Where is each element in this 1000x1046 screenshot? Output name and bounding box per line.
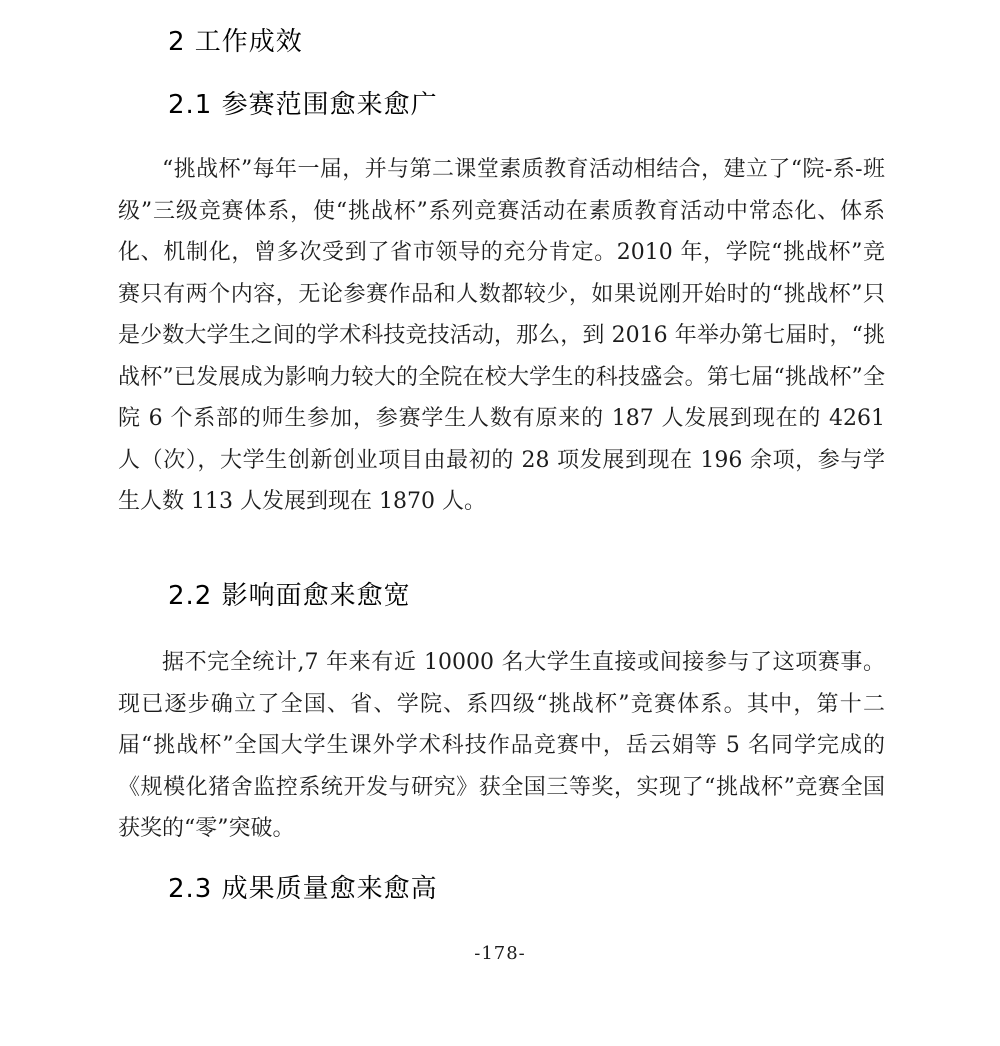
chapter-heading: 2 工作成效	[168, 27, 303, 57]
page-footer	[0, 943, 1000, 964]
section-heading-2-2: 2.2 影响面愈来愈宽	[168, 581, 411, 611]
section-heading-2-3: 2.3 成果质量愈来愈高	[168, 874, 438, 904]
page-number: -178-	[474, 943, 526, 964]
section-2-1-paragraph: “挑战杯”每年一届，并与第二课堂素质教育活动相结合，建立了“院-系-班级”三级竞赛体系，使“挑战杯”系列竞赛活动在素质教育活动中常态化、体系化、机制化，曾多次受到了省市领导的充分肯定。2010 年，学院“挑战杯”竞赛只有两个内容，无论参赛作品和人数都较少，如果说刚开始时的“挑战杯”只是少数大学生之间的学术科技竞技活动，那么，到 2016 年举办第七届时，“挑战杯”已发展成为影响力较大的全院在校大学生的科技盛会。第七届“挑战杯”全院 6 个系部的师生参加，参赛学生人数有原来的 187 人发展到现在的 4261 人（次），大学生创新创业项目由最初的 28 项发展到现在 196 余项，参与学生人数 113 人发展到现在 1870 人。	[118, 157, 885, 514]
section-heading-2-1: 2.1 参赛范围愈来愈广	[168, 90, 438, 120]
section-2-2-paragraph: 据不完全统计,7 年来有近 10000 名大学生直接或间接参与了这项赛事。现已逐步确立了全国、省、学院、系四级“挑战杯”竞赛体系。其中，第十二届“挑战杯”全国大学生课外学术科技作品竞赛中，岳云娟等 5 名同学完成的《规模化猪舍监控系统开发与研究》获全国三等奖，实现了“挑战杯”竞赛全国获奖的“零”突破。	[118, 650, 885, 841]
